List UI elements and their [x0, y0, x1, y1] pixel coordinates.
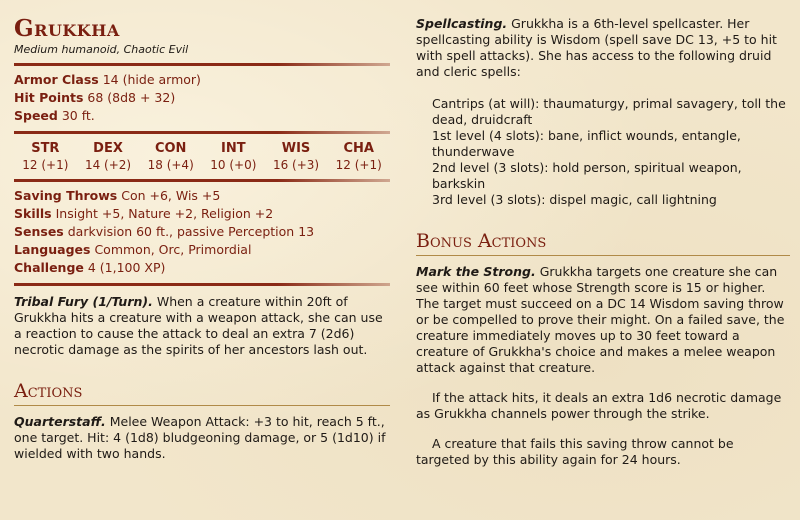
divider	[14, 63, 390, 66]
speed-value: 30 ft.	[61, 108, 95, 123]
speed-label: Speed	[14, 108, 58, 123]
languages-label: Languages	[14, 242, 91, 257]
armor-class-label: Armor Class	[14, 72, 99, 87]
ability-int	[202, 140, 265, 173]
action-title: Quarterstaff.	[14, 414, 106, 429]
trait-text: When a creature within 20ft of Grukkha hits a creature with a weapon attack, she can use a reaction to cause the attack to deal an extra 7 (2d6) necrotic damage as the spirits of her ancestors lash out.	[14, 294, 383, 357]
languages-value: Common, Orc, Primordial	[94, 242, 252, 257]
monster-subtitle: Medium humanoid, Chaotic Evil	[14, 43, 189, 56]
spell-list-level-2: 2nd level (3 slots): hold person, spiritual weapon, barkskin	[432, 160, 742, 191]
ability-str	[14, 140, 77, 173]
right-column	[416, 0, 790, 468]
armor-class-line	[14, 71, 390, 89]
divider	[14, 179, 390, 182]
ability-con	[139, 140, 202, 173]
ability-name: CON	[154, 141, 187, 156]
languages-line	[14, 241, 390, 259]
ability-value: 12 (+1)	[22, 158, 69, 172]
divider	[14, 283, 390, 286]
ability-name: DEX	[93, 141, 123, 156]
challenge-value: 4 (1,100 XP)	[87, 260, 166, 275]
trait-title: Tribal Fury (1/Turn).	[14, 294, 153, 309]
left-column	[14, 0, 390, 462]
hit-points-label: Hit Points	[14, 90, 84, 105]
trait-spellcasting	[416, 16, 790, 80]
ability-value: 12 (+1)	[335, 158, 382, 172]
senses-line	[14, 223, 390, 241]
bonus-action-text: Grukkha targets one creature she can see within 60 feet whose Strength score is 15 or higher. The target must succeed on a DC 14 Wisdom saving throw or be compelled to prove their might. On a failed save, the creature immediately moves up to 30 feet toward a creature of Grukkha's choice and makes a melee weapon attack against that creature.	[416, 264, 785, 375]
ability-value: 14 (+2)	[84, 158, 132, 172]
challenge-line	[14, 259, 390, 277]
ability-value: 10 (+0)	[210, 158, 257, 172]
skills-value: Insight +5, Nature +2, Religion +2	[55, 206, 274, 221]
ability-name: STR	[31, 141, 60, 156]
divider	[14, 131, 390, 134]
skills-line	[14, 205, 390, 223]
speed-line	[14, 107, 390, 125]
ability-dex	[77, 140, 140, 173]
trait-tribal-fury	[14, 294, 390, 358]
monster-name: Grukkha	[14, 15, 120, 42]
challenge-label: Challenge	[14, 260, 84, 275]
ability-value: 16 (+3)	[272, 158, 320, 172]
hit-points-line	[14, 89, 390, 107]
actions-heading: Actions	[14, 380, 390, 406]
senses-value: darkvision 60 ft., passive Perception 13	[67, 224, 315, 239]
ability-name: INT	[221, 141, 246, 156]
trait-text: Grukkha is a 6th-level spellcaster. Her spellcasting ability is Wisdom (spell save DC 13, +5 to hit with spell attacks). She has access to the following druid and cleric spells:	[416, 16, 777, 79]
bonus-action-mark-the-strong	[416, 264, 790, 376]
skills-label: Skills	[14, 206, 52, 221]
saving-throws-value: Con +6, Wis +5	[121, 188, 221, 203]
spell-list-cantrips: Cantrips (at will): thaumaturgy, primal savagery, toll the dead, druidcraft	[432, 96, 786, 127]
ability-name: CHA	[343, 141, 374, 156]
spell-list-level-3: 3rd level (3 slots): dispel magic, call lightning	[432, 192, 717, 207]
ability-cha	[327, 140, 390, 173]
trait-title: Spellcasting.	[416, 16, 508, 31]
spell-list-level-1: 1st level (4 slots): bane, inflict wounds, entangle, thunderwave	[432, 128, 741, 159]
action-text: Melee Weapon Attack: +3 to hit, reach 5 ft., one target. Hit: 4 (1d8) bludgeoning damage, or 5 (1d10) if wielded with two hands.	[14, 414, 386, 461]
saving-throws-label: Saving Throws	[14, 188, 118, 203]
action-quarterstaff	[14, 414, 390, 462]
bonus-action-title: Mark the Strong.	[416, 264, 536, 279]
ability-scores	[14, 140, 390, 173]
hit-points-value: 68 (8d8 + 32)	[87, 90, 176, 105]
ability-wis	[265, 140, 328, 173]
ability-value: 18 (+4)	[147, 158, 194, 172]
armor-class-value: 14 (hide armor)	[102, 72, 201, 87]
bonus-actions-heading: Bonus Actions	[416, 230, 790, 256]
bonus-action-extra-damage: If the attack hits, it deals an extra 1d6 necrotic damage as Grukkha channels power through the strike.	[416, 390, 782, 421]
bonus-action-immunity: A creature that fails this saving throw cannot be targeted by this ability again for 24 hours.	[416, 436, 734, 467]
saving-throws-line	[14, 187, 390, 205]
ability-name: WIS	[281, 141, 311, 156]
senses-label: Senses	[14, 224, 64, 239]
